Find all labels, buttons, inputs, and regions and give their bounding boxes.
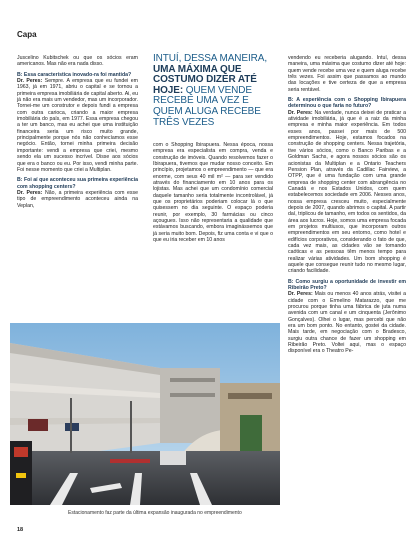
interview-answer bbox=[288, 110, 406, 275]
answer-text: Na verdade, nunca deixei de praticar a atividade imobiliária, já que é a raiz da minha empresa e minha maior experiência. Em todos esses anos, passei por mais de 500 empreendimentos. Hoje, estamos focados na construção de shopping centers. Nessa trajetória, tive vários sócios, como o Banco Paribas e a Goldman Sachs, e agora nossos sócios são os acionistas da Multiplan e a Ontario Teachers Pension Plan, através da Cadillac Fairview, a OTPP, que é uma fundação com uma grande empresa de shopping center com abrangência no Canadá e nos Estados Unidos, com quem estabelecemos sociedade em 2006. Nesses anos, nossa empresa cresceu muito, especialmente depois de 2007, quando abrimos o capital. A partir daí, triplicou de tamanho, em todos os sentidos, da área aos lucros. Hoje, somos uma empresa focada em projetos multiusos, que incorporam outros empreendimentos em seu entorno, como hotel e edifícios corporativos, considerando o fato de que, cada vez mais, as cidades vão se tornando caóticas e as pessoas têm menos tempo para realizar várias atividades. Um bom shopping é aquele que consegue reunir tudo no mesmo lugar, criando facilidade. bbox=[288, 109, 406, 275]
speaker: Dr. Peres: bbox=[288, 291, 313, 298]
pull-quote-end: QUEM VENDE RECEBE UMA VEZ E QUEM ALUGA RECEBE TRÊS VEZES bbox=[153, 84, 261, 128]
paragraph: Juscelino Kubitschek ou que os sócios eram americanos. Mas não era nada disso. bbox=[17, 55, 138, 68]
answer-text: Sempre. A empresa que eu fundei em 1963, já em 1971, abriu o capital e se tornou a primeira empresa imobiliária de capital aberto. Ai, eu já não era mais um vendedor, mas um incorporador. Tornei-me um construtor e depois fundi a empresa com outra carioca, criando a maior empresa imobiliária do país, em 1977. Essa empresa chegou a ter um banco, mas eu achei que uma instituição financeira seria um risco muito grande, principalmente porque nós não conhecíamos esse negócio. Então, tornei minha primeira decisão importante: vendi a empresa que criei, mesmo sendo ela um sucesso incrível. Disse aos sócios que era o banco ou eu. Por isso, vendi minha parte. Foi nesse momento que criei a Multiplan. bbox=[17, 78, 138, 173]
text-column-2 bbox=[153, 142, 273, 244]
pull-quote-intro: INTUÍ, DESSA MANEIRA, bbox=[153, 53, 268, 64]
page-number: 18 bbox=[17, 527, 24, 533]
photo-caption: Estacionamento faz parte da última expansão inaugurada no empreendimento bbox=[68, 510, 242, 516]
paragraph: com o Shopping Ibirapuera. Nessa época, nossa empresa era especialista em compra, venda e construção de imóveis. Quando resolvemos fazer o Ibirapuera, tivemos que mudar nosso conceito. Em princípio, projetamos o empreendimento — que era enorme, com seus 40 mil m² — para ser vendido através do financiamento em 10 anos para os lojistas. Mas achei que um condomínio comercial daquele tamanho seria totalmente incontrolável, já que os proprietários poderiam colocar lá o que quisessem no dia seguinte. O espaço poderia reunir, por exemplo, 30 farmácias ou cinco açougues. Isso não representaria a qualidade que estávamos buscando, embora imaginássemos que já seria muito bom. Depois, fiz uma conta e vi que o que eu iria receber em 10 anos bbox=[153, 142, 273, 244]
parking-lot-photo bbox=[10, 323, 280, 505]
parking-lot-illustration bbox=[10, 323, 280, 505]
answer-text: Mais ou menos 40 anos atrás, visitei a cidade com o Ermelino Matarazzo, que me procurou porque tinha uma fábrica de juta numa avenida com um canal e um cinquenta (Jerônimo Gonçalves). Olhei o lugar, mas percebi que não era um bom ponto. No entanto, gostei da cidade. Mais tarde, em negociação com o Bradesco, surgiu outra chance de fazer um shopping em Ribeirão Preto. Voltei aqui, mas o espaço disponível era o Theatro Pe- bbox=[288, 291, 406, 355]
answer-text: Não, a primeira experiência com esse tipo de empreendimento aconteceu ainda na Veplan, bbox=[17, 189, 138, 209]
interview-answer bbox=[17, 78, 138, 173]
speaker: Dr. Peres: bbox=[288, 109, 313, 116]
pull-quote bbox=[153, 54, 278, 128]
pull-quote-highlight: UMA MÁXIMA QUE COSTUMO DIZER ATÉ HOJE: bbox=[153, 63, 257, 96]
paragraph: vendendo eu receberia alugando. Intuí, dessa maneira, uma máxima que costumo dizer até hoje: quem vende recebe uma vez e quem aluga recebe três vezes. Foi assim que passamos ao mundo das locações e tive certeza de que a empresa seria rentável. bbox=[288, 55, 406, 93]
speaker: Dr. Peres: bbox=[17, 78, 43, 85]
interview-question: B: Foi aí que aconteceu sua primeira experiência com shopping centers? bbox=[17, 177, 138, 190]
section-title: Capa bbox=[17, 30, 37, 39]
interview-answer bbox=[17, 190, 138, 209]
text-column-1 bbox=[17, 55, 138, 209]
interview-question: B: A experiência com o Shopping Ibirapuera determinou o que faria no futuro? bbox=[288, 97, 406, 110]
interview-question: B: Como surgiu a oportunidade de investir em Ribeirão Preto? bbox=[288, 278, 406, 292]
interview-answer bbox=[288, 291, 406, 354]
text-column-3 bbox=[288, 55, 406, 355]
speaker: Dr. Peres: bbox=[17, 189, 43, 196]
interview-question: B: Essa característica inovado-ra foi mantida? bbox=[17, 71, 132, 78]
